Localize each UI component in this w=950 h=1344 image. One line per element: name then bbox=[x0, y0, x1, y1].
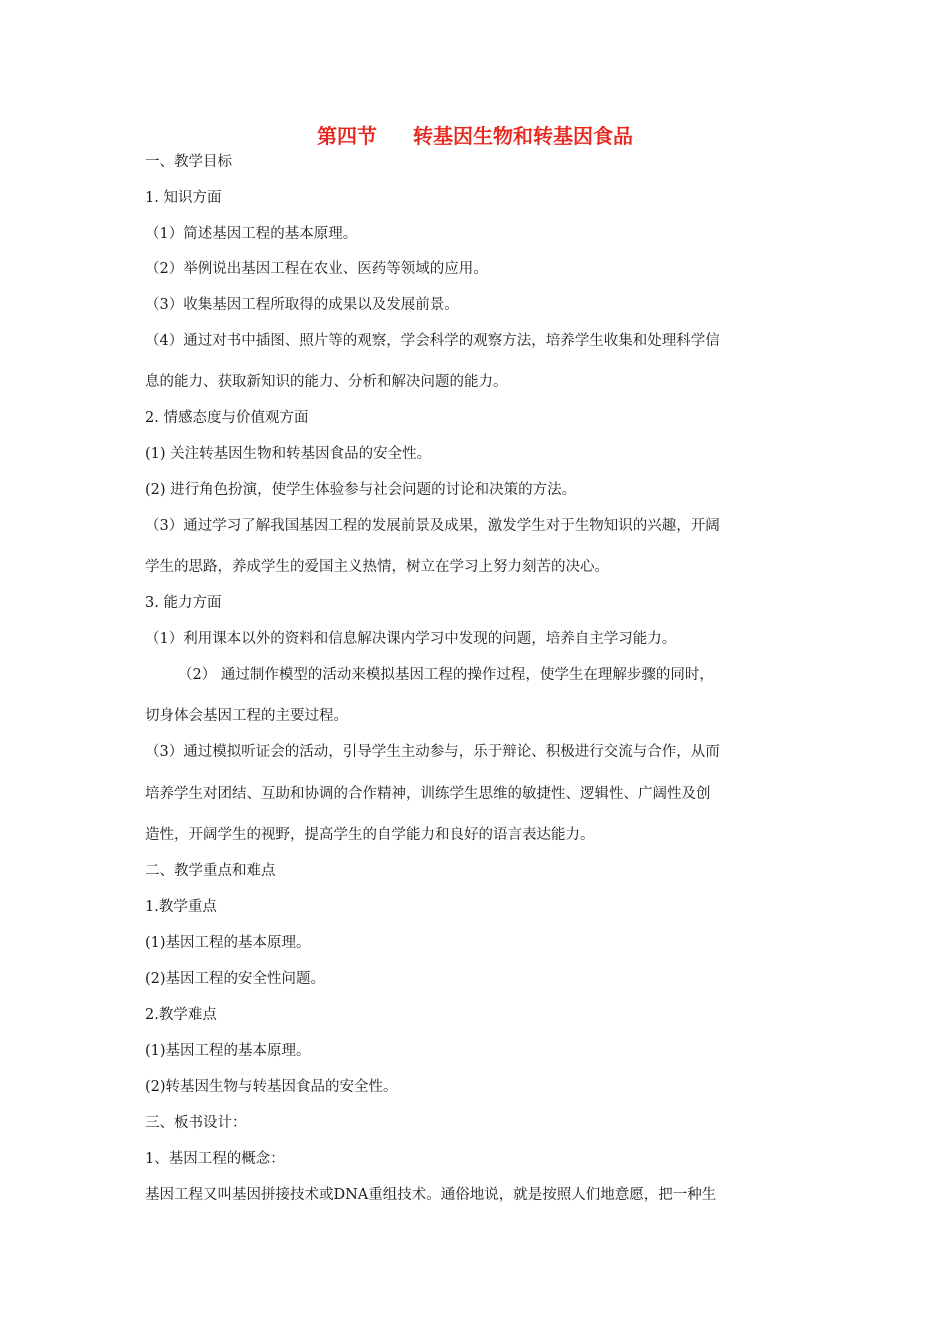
subheading-knowledge: 1. 知识方面 bbox=[145, 190, 222, 206]
paragraph-line: （3）通过学习了解我国基因工程的发展前景及成果，激发学生对于生物知识的兴趣，开阔 bbox=[145, 518, 720, 534]
paragraph-line: （1）利用课本以外的资料和信息解决课内学习中发现的问题，培养自主学习能力。 bbox=[145, 631, 677, 647]
heading-board-design: 三、板书设计： bbox=[145, 1115, 247, 1131]
paragraph-line: (1) 关注转基因生物和转基因食品的安全性。 bbox=[145, 446, 432, 462]
paragraph-line: (1)基因工程的基本原理。 bbox=[145, 935, 311, 951]
subheading-emotion-values: 2. 情感态度与价值观方面 bbox=[145, 410, 309, 426]
subheading-ability: 3. 能力方面 bbox=[145, 595, 222, 611]
paragraph-line: 基因工程又叫基因拼接技术或DNA重组技术。通俗地说，就是按照人们地意愿，把一种生 bbox=[145, 1187, 717, 1203]
paragraph-line: 息的能力、获取新知识的能力、分析和解决问题的能力。 bbox=[145, 374, 508, 390]
title-text: 转基因生物和转基因食品 bbox=[413, 124, 633, 148]
paragraph-line: 学生的思路，养成学生的爱国主义热情，树立在学习上努力刻苦的决心。 bbox=[145, 559, 609, 575]
paragraph-line: （2）举例说出基因工程在农业、医药等领域的应用。 bbox=[145, 261, 488, 277]
paragraph-line: （4）通过对书中插图、照片等的观察，学会科学的观察方法，培养学生收集和处理科学信 bbox=[145, 333, 720, 349]
document-title bbox=[0, 120, 950, 152]
paragraph-line: （3）收集基因工程所取得的成果以及发展前景。 bbox=[145, 297, 459, 313]
paragraph-line: (2)基因工程的安全性问题。 bbox=[145, 971, 326, 987]
paragraph-line: (2)转基因生物与转基因食品的安全性。 bbox=[145, 1079, 398, 1095]
paragraph-line: 造性，开阔学生的视野，提高学生的自学能力和良好的语言表达能力。 bbox=[145, 827, 595, 843]
paragraph-line: (1)基因工程的基本原理。 bbox=[145, 1043, 311, 1059]
title-section-number: 第四节 bbox=[317, 124, 377, 148]
subheading-teaching-focus: 1.教学重点 bbox=[145, 899, 217, 915]
heading-key-points: 二、教学重点和难点 bbox=[145, 863, 276, 879]
subheading-teaching-difficulty: 2.教学难点 bbox=[145, 1007, 217, 1023]
paragraph-line: （2） 通过制作模型的活动来模拟基因工程的操作过程，使学生在理解步骤的同时， bbox=[178, 667, 714, 683]
paragraph-line: 培养学生对团结、互助和协调的合作精神，训练学生思维的敏捷性、逻辑性、广阔性及创 bbox=[145, 786, 711, 802]
subheading-concept: 1、基因工程的概念： bbox=[145, 1151, 285, 1167]
paragraph-line: （3）通过模拟听证会的活动，引导学生主动参与，乐于辩论、积极进行交流与合作，从而 bbox=[145, 744, 720, 760]
paragraph-line: 切身体会基因工程的主要过程。 bbox=[145, 708, 348, 724]
paragraph-line: （1）简述基因工程的基本原理。 bbox=[145, 226, 358, 242]
paragraph-line: (2) 进行角色扮演，使学生体验参与社会问题的讨论和决策的方法。 bbox=[145, 482, 577, 498]
heading-teaching-goals: 一、教学目标 bbox=[145, 154, 232, 170]
